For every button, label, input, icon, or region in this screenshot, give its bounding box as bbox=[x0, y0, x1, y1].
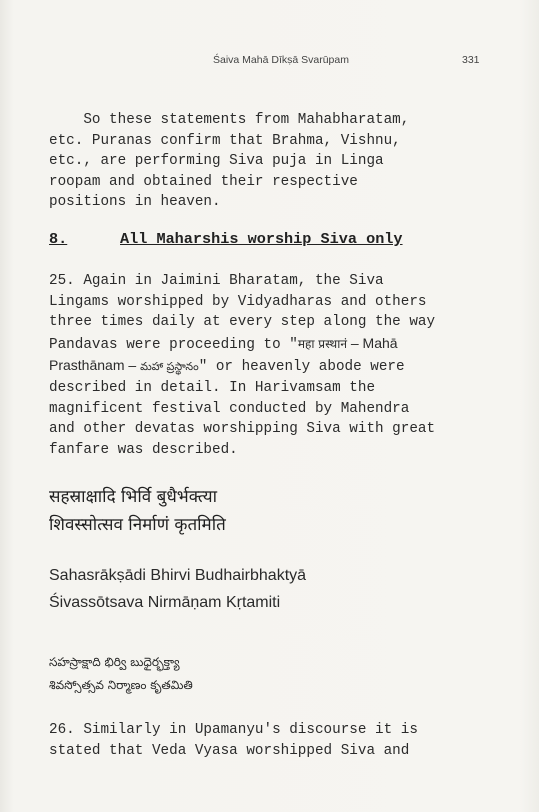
text-line: 26. Similarly in Upamanyu's discourse it is bbox=[49, 722, 418, 738]
paragraph-mahabharatam bbox=[49, 110, 502, 213]
verse-telugu-line1: సహస్రాక్షాది భిర్వి బుధైర్భక్త్యా bbox=[49, 655, 180, 669]
text-line: So these statements from Mahabharatam, bbox=[49, 112, 410, 128]
section-title: All Maharshis worship Siva only bbox=[120, 230, 403, 248]
page-number: 331 bbox=[462, 54, 480, 66]
verse-devanagari-line2: शिवस्सोत्सव निर्माणं कृतमिति bbox=[49, 515, 226, 535]
text-line: described in detail. In Harivamsam the bbox=[49, 379, 376, 396]
text-line: etc., are performing Siva puja in Linga bbox=[49, 153, 384, 170]
verse-devanagari-line1: सहस्राक्षादि भिर्वि बुधैर्भक्त्या bbox=[49, 487, 218, 507]
verse-transliteration-line2: Śivassōtsava Nirmāṇam Kṛtamiti bbox=[49, 594, 281, 611]
text-line: 25. Again in Jaimini Bharatam, the Siva bbox=[49, 273, 384, 289]
text-line-mixed bbox=[49, 355, 502, 378]
verse-telugu-line2: శివస్సోత్సవ నిర్మాణం కృతమితి bbox=[49, 678, 193, 692]
text-line: Lingams worshipped by Vidyadharas and others bbox=[49, 293, 427, 310]
text-segment: " or heavenly abode were bbox=[198, 359, 405, 376]
text-line: magnificent festival conducted by Mahendra bbox=[49, 400, 410, 417]
paragraph-25 bbox=[49, 271, 502, 460]
text-segment: – Mahā bbox=[346, 334, 398, 351]
text-line: positions in heaven. bbox=[49, 194, 221, 211]
devanagari-inline: महा प्रस्थानं bbox=[297, 336, 347, 351]
text-segment: Prasthānam – bbox=[49, 357, 141, 374]
running-title: Śaiva Mahā Dīkṣā Svarūpam bbox=[213, 54, 349, 66]
running-header bbox=[0, 54, 539, 70]
text-line: three times daily at every step along the way bbox=[49, 314, 436, 331]
text-segment: Pandavas were proceeding to " bbox=[49, 336, 298, 353]
text-line: stated that Veda Vyasa worshipped Siva and bbox=[49, 742, 410, 759]
text-line: roopam and obtained their respective bbox=[49, 173, 358, 190]
paragraph-26 bbox=[49, 720, 502, 761]
text-line-mixed bbox=[49, 333, 502, 356]
text-line: and other devatas worshipping Siva with great bbox=[49, 421, 436, 438]
verse-transliteration-line1: Sahasrākṣādi Bhirvi Budhairbhaktyā bbox=[49, 567, 307, 584]
text-line: fanfare was described. bbox=[49, 441, 238, 458]
text-line: etc. Puranas confirm that Brahma, Vishnu, bbox=[49, 132, 401, 149]
section-number: 8. bbox=[49, 230, 68, 248]
telugu-inline: మహా ప్రస్థానం bbox=[140, 360, 199, 374]
